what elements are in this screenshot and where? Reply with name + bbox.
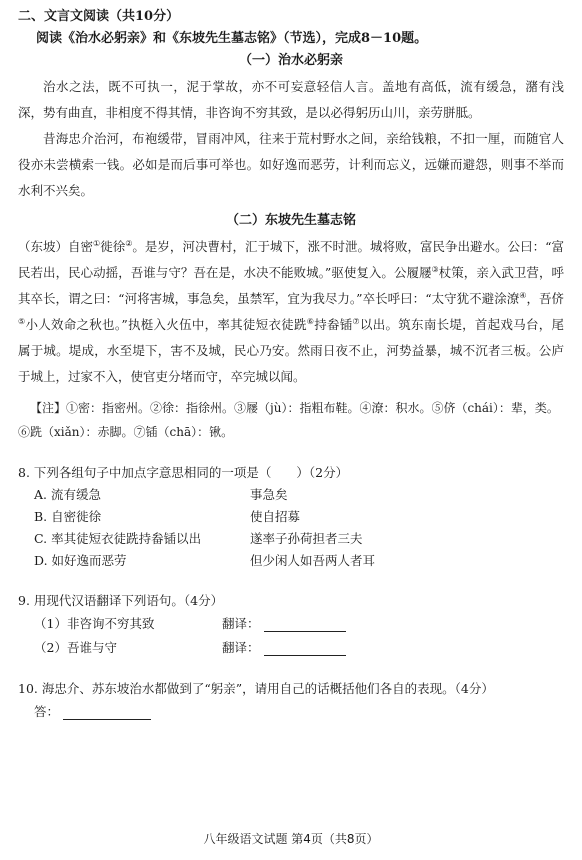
option-c[interactable] xyxy=(34,528,564,550)
section-title: 二、文言文阅读（共10分） xyxy=(18,9,180,24)
text2-segment: ，吾侪 xyxy=(526,291,564,306)
translation-sentence: （2）吾谁与守 xyxy=(34,640,117,655)
question-8-stem: 8. 下列各组句子中加点字意思相同的一项是（ ）（2分） xyxy=(18,465,349,480)
text2-segment: 持畚锸 xyxy=(314,317,353,332)
option-letter: D. xyxy=(34,553,48,568)
option-left-sentence: 自密徙徐 xyxy=(51,509,102,524)
option-d[interactable] xyxy=(34,550,564,572)
footnote-mark: ③ xyxy=(431,264,439,274)
text2-title: （二）东坡先生墓志铭 xyxy=(225,213,356,228)
footnote-mark: ④ xyxy=(519,290,527,300)
text2-paragraph xyxy=(18,234,564,390)
translation-item-1 xyxy=(34,612,564,636)
text2-segment: 杖策，亲入武卫营，呼其卒长，谓之曰：“河将害城，事急矣，虽禁军，宜为我尽力。”卒长呼曰：“太守犹不避涂潦 xyxy=(18,265,564,306)
text1-paragraph-2: 昔海忠介治河，布袍缓带，冒雨冲风，往来于荒村野水之间，亲给钱粮，不扣一厘，而随官人役亦未尝横索一钱。必如是而后事可举也。如好逸而恶劳，计利而忘义，远嫌而避怨，则事不举而水利不兴矣。 xyxy=(18,131,564,198)
option-right-sentence: 事急矣 xyxy=(250,487,288,502)
question-8 xyxy=(18,462,564,572)
text1-paragraph-1: 治水之法，既不可执一，泥于掌故，亦不可妄意轻信人言。盖地有高低，流有缓急，潴有浅深，势有曲直，非相度不得其情，非咨询不穷其致，是以必得躬历山川，亲劳胼胝。 xyxy=(18,79,564,120)
translation-sentence: （1）非咨询不穷其致 xyxy=(34,616,155,631)
option-left-sentence: 率其徒短衣徒跣持畚锸以出 xyxy=(51,531,202,546)
option-letter: C. xyxy=(34,531,48,546)
text2-segment: 以出。筑东南长堤，首起戏马台，尾属于城。堤成，水至堤下，害不及城，民心乃安。然雨日夜不止，河势益暴，城不沉者三板。公庐于城上，过家不入，使官吏分堵而守，卒完城以闻。 xyxy=(18,317,565,384)
footnote-mark: ① xyxy=(93,238,101,248)
question-10-stem: 10. 海忠介、苏东坡治水都做到了“躬亲”，请用自己的话概括他们各自的表现。（4分） xyxy=(18,681,494,696)
answer-label: 答： xyxy=(34,704,60,719)
option-letter: B. xyxy=(34,509,48,524)
option-right-sentence: 但少闲人如吾两人者耳 xyxy=(250,553,376,568)
text2-segment: 徙徐 xyxy=(100,239,126,254)
text2-segment: 小人效命之秋也。”执梃入火伍中，率其徒短衣徒跣 xyxy=(25,317,307,332)
translation-item-2 xyxy=(34,636,564,660)
text2-segment: （东坡）自密 xyxy=(18,239,94,254)
translation-label: 翻译： xyxy=(222,640,260,655)
question-10-answer xyxy=(34,700,564,724)
text2-segment: 。是岁，河决曹村，汇于城下，涨不时泄。城将败，富民争出避水。公曰：“富民若出，民心动摇，吾谁与守？吾在是，水决不能败城。”驱使复入。公履屦 xyxy=(18,239,564,280)
footnotes-line-2: ⑥跣（xiǎn）：赤脚。⑦锸（chā）：锹。 xyxy=(18,425,234,439)
footnote-mark: ⑦ xyxy=(352,316,360,326)
option-right-sentence: 遂率子孙荷担者三夫 xyxy=(250,531,363,546)
reading-instructions: 阅读《治水必躬亲》和《东坡先生墓志铭》（节选），完成8－10题。 xyxy=(36,31,428,46)
answer-blank[interactable] xyxy=(63,705,151,720)
footnote-mark: ② xyxy=(125,238,133,248)
translation-answer-blank[interactable] xyxy=(264,617,346,632)
footnotes-line-1: 【注】①密：指密州。②徐：指徐州。③屦（jù）：指粗布鞋。④潦：积水。⑤侪（chái）：辈，类。 xyxy=(30,401,559,415)
page-footer: 八年级语文试题 第4页（共8页） xyxy=(203,832,379,846)
question-9 xyxy=(18,590,564,660)
option-letter: A. xyxy=(34,487,48,502)
option-left-sentence: 如好逸而恶劳 xyxy=(51,553,127,568)
footnote-mark: ⑤ xyxy=(18,316,26,326)
option-left-sentence: 流有缓急 xyxy=(51,487,102,502)
translation-label: 翻译： xyxy=(222,616,260,631)
text1-title: （一）治水必躬亲 xyxy=(238,53,343,68)
question-9-stem: 9. 用现代汉语翻译下列语句。（4分） xyxy=(18,593,224,608)
option-right-sentence: 使自招募 xyxy=(250,509,301,524)
footnote-mark: ⑥ xyxy=(306,316,315,326)
option-b[interactable] xyxy=(34,506,564,528)
translation-answer-blank[interactable] xyxy=(264,641,346,656)
option-a[interactable] xyxy=(34,484,564,506)
question-10 xyxy=(18,678,564,724)
